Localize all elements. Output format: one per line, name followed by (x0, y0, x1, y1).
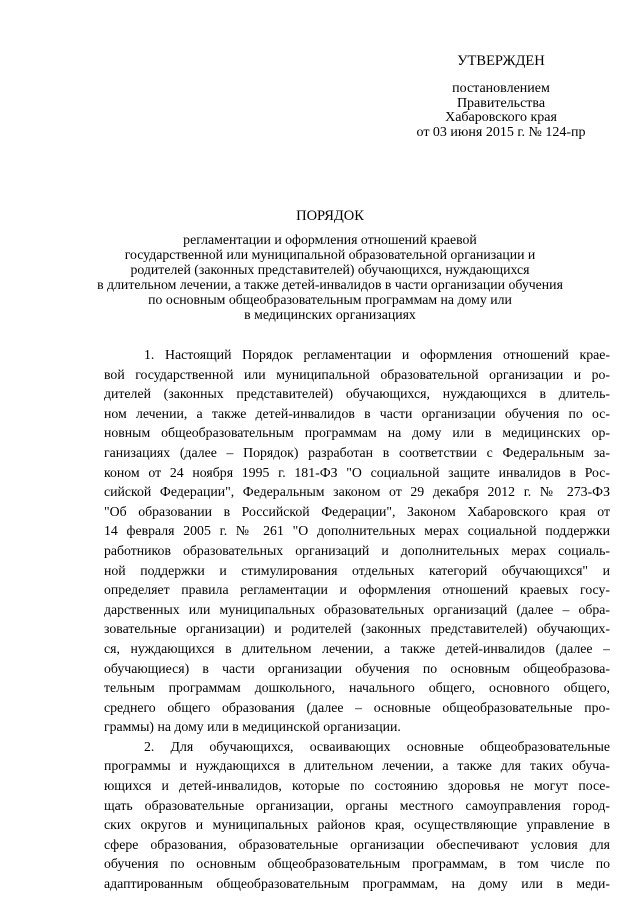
paragraph-line: ющихся и детей-инвалидов, которые по состоянию здоровья не могут посе- (104, 778, 610, 794)
paragraph-line: адаптированным общеобразовательным программам, на дому или в меди- (104, 876, 610, 892)
paragraph-line: ганизациях (далее – Порядок) разработан в соответствии с Федеральным за- (104, 444, 610, 460)
paragraph-line: новным общеобразовательным программам на дому или в медицинских ор- (104, 425, 610, 441)
paragraph-line: обучения по основным общеобразовательным программам, в том числе по (104, 856, 610, 872)
paragraph-line: зовательные организации) и родителей (законных представителей) обучающих- (104, 621, 610, 637)
heading-line: регламентации и оформления отношений краевой (183, 232, 477, 247)
paragraph-line: ном лечении, а также детей-инвалидов в части организации обучения по ос- (104, 405, 610, 421)
heading-line: по основным общеобразовательным программам на дому или (148, 291, 512, 307)
heading-line: родителей (законных представителей) обучающихся, нуждающихся (130, 261, 530, 277)
paragraph-line: "Об образовании в Российской Федерации", Законом Хабаровского края от (104, 503, 610, 519)
paragraph-line: среднего общего образования (далее – основные общеобразовательные про- (104, 699, 610, 715)
paragraph-line: вой государственной или муниципальной образовательной организации и ро- (104, 366, 610, 382)
document-heading (60, 207, 600, 322)
approval-line: Хабаровского края (445, 110, 557, 126)
approval-stamp (395, 52, 607, 140)
paragraph-line: тельным программам дошкольного, начального общего, основного общего, (104, 680, 610, 696)
paragraph-line: коном от 24 ноября 1995 г. 181-ФЗ "О социальной защите инвалидов в Рос- (104, 464, 610, 480)
paragraph-line: сфере образования, образовательные организации обеспечивают условия для (104, 836, 610, 852)
document-title: ПОРЯДОК (296, 208, 364, 224)
paragraph-1 (104, 345, 610, 737)
approval-line: постановлением (452, 81, 550, 96)
paragraph-line: 2. Для обучающихся, осваивающих основные общеобразовательные (144, 738, 610, 754)
document-body (104, 345, 610, 894)
paragraph-line: дителей (законных представителей) обучающихся, нуждающихся в длитель- (104, 386, 610, 402)
paragraph-line: ских округов и муниципальных районов края, осуществляющие управление в (104, 817, 610, 833)
paragraph-line: щать образовательные организации, органы местного самоуправления город- (104, 797, 610, 813)
paragraph-2 (104, 737, 610, 894)
heading-line: в медицинских организациях (244, 306, 416, 322)
approval-line: Правительства (456, 95, 546, 111)
paragraph-line: сийской Федерации", Федеральным законом от 29 декабря 2012 г. № 273-ФЗ (104, 484, 610, 500)
paragraph-line: обучающиеся) в части организации обучения по основным общеобразова- (104, 660, 610, 676)
paragraph-line: 1. Настоящий Порядок регламентации и оформления отношений крае- (144, 347, 610, 362)
paragraph-line: 14 февраля 2005 г. № 261 "О дополнительных мерах социальной поддержки (104, 523, 610, 539)
paragraph-line: программы и нуждающихся в длительном лечении, а также для таких обуча- (104, 758, 610, 774)
paragraph-line: дарственных или муниципальных образовательных организаций (далее – обра- (104, 601, 610, 617)
heading-line: государственной или муниципальной образовательной организации и (124, 246, 536, 262)
paragraph-line: ся, нуждающихся в длительном лечении, а также детей-инвалидов (далее – (104, 640, 610, 656)
paragraph-line: определяет правила регламентации и оформления отношений краевых госу- (104, 582, 610, 598)
approval-title: УТВЕРЖДЕН (457, 53, 545, 69)
paragraph-line: работников образовательных организаций и дополнительных мерах социаль- (104, 542, 610, 558)
approval-line: от 03 июня 2015 г. № 124-пр (416, 124, 586, 140)
paragraph-line: граммы) на дому или в медицинской организации. (104, 719, 401, 735)
paragraph-line: ной поддержки и стимулирования отдельных категорий обучающихся" и (104, 562, 610, 578)
heading-line: в длительном лечении, а также детей-инвалидов в части организации обучения (97, 276, 563, 292)
